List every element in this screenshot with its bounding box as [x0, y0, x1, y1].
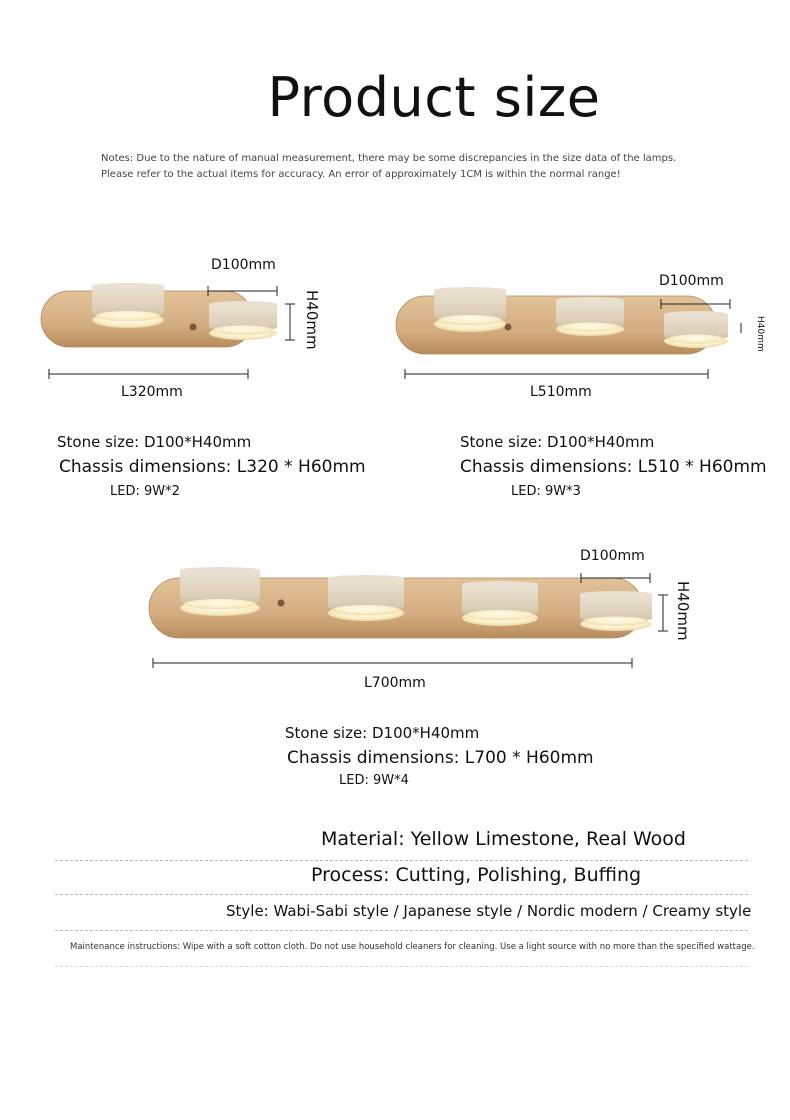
height-label: H40mm: [674, 581, 692, 641]
diameter-label: D100mm: [659, 273, 724, 289]
divider: [55, 860, 748, 861]
knob: [278, 600, 285, 607]
chassis-dimensions-spec: Chassis dimensions: L320 * H60mm: [59, 457, 366, 477]
height-dimension-line: [737, 322, 745, 334]
stone-head: [434, 287, 506, 332]
chassis-dimensions-spec: Chassis dimensions: L510 * H60mm: [460, 457, 767, 477]
stone-head: [328, 575, 404, 621]
stone-size-spec: Stone size: D100*H40mm: [57, 433, 252, 451]
material-spec: Material: Yellow Limestone, Real Wood: [321, 828, 686, 850]
length-dimension-line: [404, 368, 710, 380]
stone-head: [92, 283, 164, 328]
style-spec: Style: Wabi-Sabi style / Japanese style / Nordic modern / Creamy style: [226, 902, 752, 920]
length-label: L320mm: [121, 384, 183, 400]
stone-head: [664, 311, 728, 348]
measurement-notes: Notes: Due to the nature of manual measurement, there may be some discrepancies in the size data of the lamps. Please refer to the actual items for accuracy. An error of approximately 1CM is within the normal range!: [101, 153, 677, 180]
diameter-label: D100mm: [580, 548, 645, 564]
stone-head: [180, 567, 260, 616]
led-spec: LED: 9W*4: [339, 773, 409, 788]
lamp-3-heads-illustration: [392, 284, 732, 364]
stone-size-spec: Stone size: D100*H40mm: [460, 433, 655, 451]
height-dimension-line: [657, 594, 669, 632]
length-label: L510mm: [530, 384, 592, 400]
diameter-label: D100mm: [211, 257, 276, 273]
height-dimension-line: [284, 303, 296, 341]
divider: [55, 930, 748, 931]
led-spec: LED: 9W*3: [511, 484, 581, 499]
divider: [55, 966, 748, 967]
diameter-dimension-line: [660, 298, 732, 310]
stone-head: [209, 301, 277, 340]
led-spec: LED: 9W*2: [110, 484, 180, 499]
length-dimension-line: [48, 368, 250, 380]
diameter-dimension-line: [207, 285, 279, 297]
chassis-dimensions-spec: Chassis dimensions: L700 * H60mm: [287, 748, 594, 768]
stone-head: [462, 581, 538, 626]
height-label: H40mm: [303, 290, 321, 350]
stone-size-spec: Stone size: D100*H40mm: [285, 724, 480, 742]
page-title: Product size: [267, 66, 601, 129]
stone-head: [580, 591, 652, 631]
maintenance-instructions: Maintenance instructions: Wipe with a soft cotton cloth. Do not use household cleaners for cleaning. Use a light source with no more than the specified wattage.: [70, 942, 755, 952]
length-dimension-line: [152, 657, 634, 669]
diameter-dimension-line: [580, 572, 652, 584]
height-label: H40mm: [755, 316, 765, 352]
stone-head: [556, 297, 624, 336]
knob: [190, 324, 197, 331]
process-spec: Process: Cutting, Polishing, Buffing: [311, 864, 642, 886]
length-label: L700mm: [364, 675, 426, 691]
divider: [55, 894, 748, 895]
